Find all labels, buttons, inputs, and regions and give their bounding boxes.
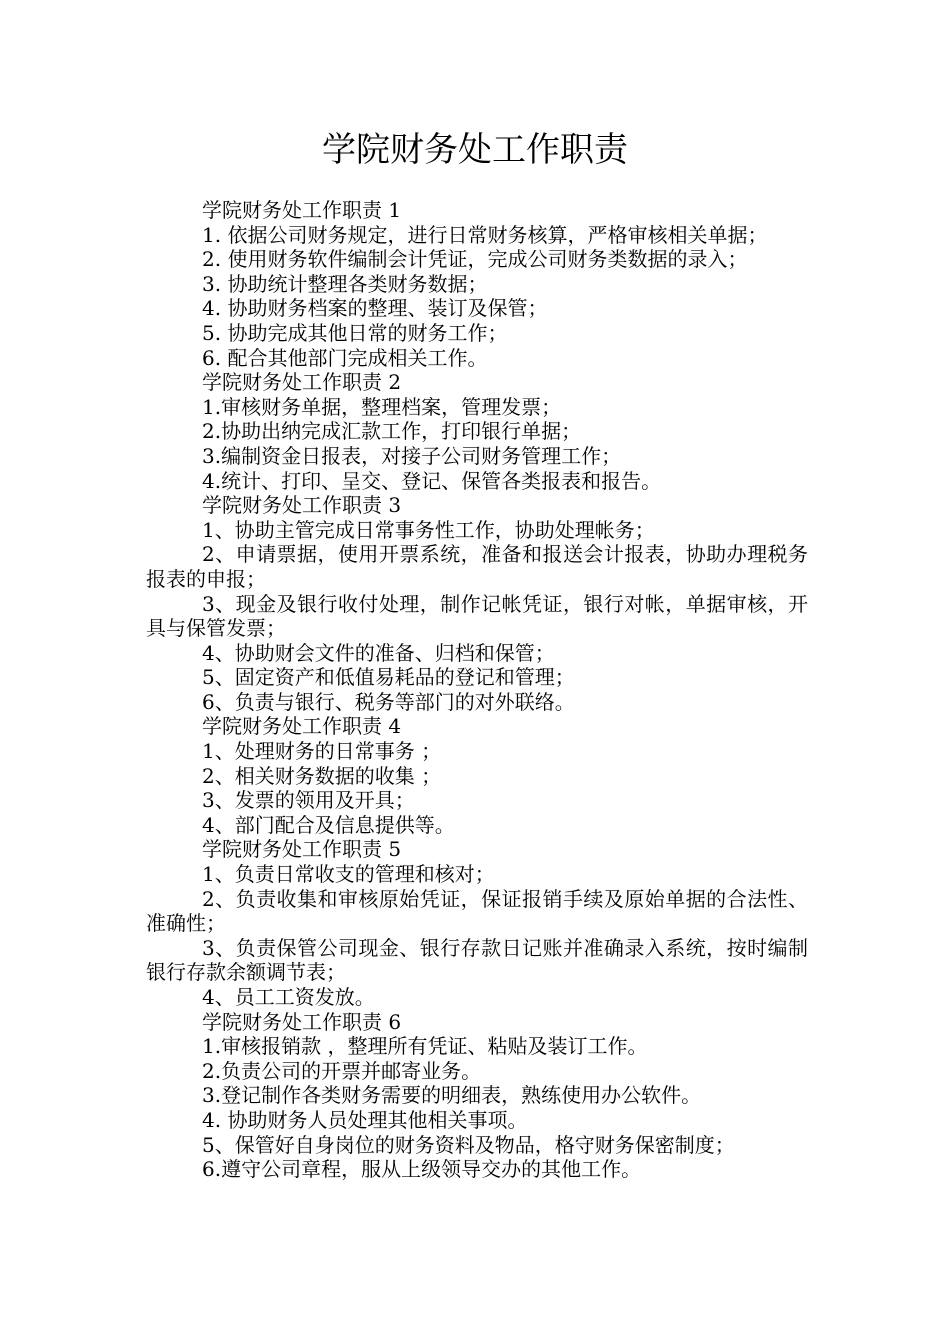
duty-item: 4. 协助财务档案的整理、装订及保管； — [202, 296, 548, 321]
duty-item: 1、负责日常收支的管理和核对； — [202, 862, 495, 887]
duty-item: 2.协助出纳完成汇款工作，打印银行单据； — [202, 419, 582, 444]
duty-item: 2、申请票据，使用开票系统，准备和报送会计报表，协助办理税务报表的申报； — [146, 542, 808, 591]
duty-item: 6、负责与银行、税务等部门的对外联络。 — [202, 689, 575, 714]
duty-item: 5、固定资产和低值易耗品的登记和管理； — [202, 665, 575, 690]
document-title: 学院财务处工作职责 — [322, 130, 628, 170]
duty-item: 6.遵守公司章程，服从上级领导交办的其他工作。 — [202, 1157, 642, 1182]
duty-item: 1、协助主管完成日常事务性工作，协助处理帐务； — [202, 517, 655, 542]
duty-item: 1.审核财务单据，整理档案，管理发票； — [202, 394, 562, 419]
duty-item: 2. 使用财务软件编制会计凭证，完成公司财务类数据的录入； — [202, 247, 748, 272]
duty-item: 3、负责保管公司现金、银行存款日记账并准确录入系统，按时编制银行存款余额调节表； — [146, 935, 808, 985]
duty-item: 2、负责收集和审核原始凭证，保证报销手续及原始单据的合法性、准确性； — [146, 886, 808, 936]
duty-item: 1.审核报销款 ，整理所有凭证、粘贴及装订工作。 — [202, 1034, 648, 1059]
section-heading: 学院财务处工作职责 1 — [202, 198, 402, 222]
duty-item: 3. 协助统计整理各类财务数据； — [202, 271, 488, 296]
section-heading: 学院财务处工作职责 5 — [202, 837, 402, 862]
duty-item: 5、保管好自身岗位的财务资料及物品，格守财务保密制度； — [202, 1132, 735, 1157]
duty-item: 3.编制资金日报表，对接子公司财务管理工作； — [202, 443, 622, 468]
section-heading: 学院财务处工作职责 2 — [202, 370, 402, 395]
duty-item: 5. 协助完成其他日常的财务工作； — [202, 320, 508, 345]
duty-item: 3、发票的领用及开具； — [202, 788, 415, 813]
duty-item: 1、处理财务的日常事务 ； — [202, 739, 442, 764]
duty-item: 4. 协助财务人员处理其他相关事项。 — [202, 1107, 528, 1132]
duty-item: 1. 依据公司财务规定，进行日常财务核算，严格审核相关单据； — [202, 222, 768, 247]
duty-item: 3.登记制作各类财务需要的明细表，熟练使用办公软件。 — [202, 1083, 702, 1108]
duty-item: 2.负责公司的开票并邮寄业务。 — [202, 1058, 482, 1083]
document-body — [146, 198, 808, 1182]
duty-item: 4、部门配合及信息提供等。 — [202, 812, 455, 837]
duty-item: 2、相关财务数据的收集 ； — [202, 763, 442, 788]
section-heading: 学院财务处工作职责 6 — [202, 1009, 402, 1034]
duty-item: 4.统计、打印、呈交、登记、保管各类报表和报告。 — [202, 468, 662, 493]
section-heading: 学院财务处工作职责 3 — [202, 493, 402, 518]
duty-item: 4、员工工资发放。 — [202, 985, 375, 1009]
duty-item: 4、协助财会文件的准备、归档和保管； — [202, 640, 555, 665]
duty-item: 3、现金及银行收付处理，制作记帐凭证，银行对帐，单据审核，开具与保管发票； — [146, 591, 808, 641]
section-heading: 学院财务处工作职责 4 — [202, 714, 402, 739]
duty-item: 6. 配合其他部门完成相关工作。 — [202, 345, 488, 370]
